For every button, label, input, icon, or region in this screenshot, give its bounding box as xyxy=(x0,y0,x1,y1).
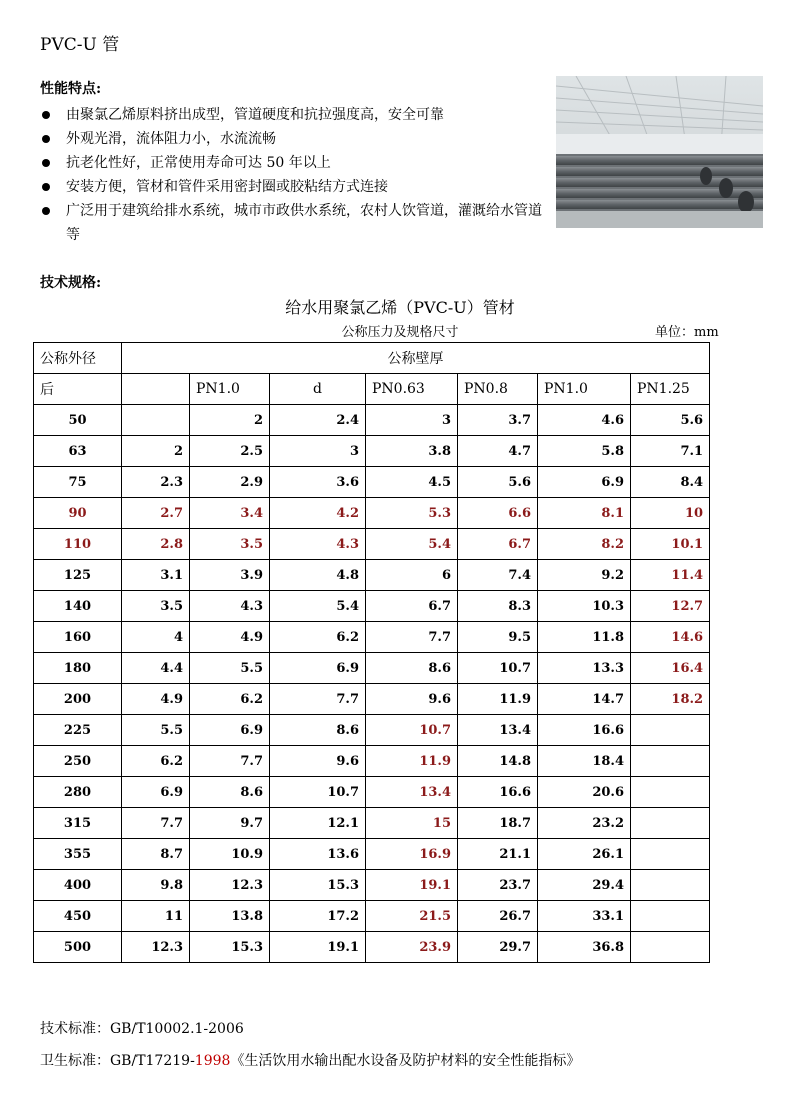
wall-thickness-cell: 4.2 xyxy=(270,498,366,529)
wall-thickness-cell: 19.1 xyxy=(366,870,458,901)
wall-thickness-cell: 6.6 xyxy=(458,498,538,529)
unit-label: 单位：mm xyxy=(655,325,719,340)
outer-diameter-cell: 125 xyxy=(34,560,122,591)
wall-thickness-cell: 26.7 xyxy=(458,901,538,932)
table-row xyxy=(34,870,710,901)
wall-thickness-cell: 11.9 xyxy=(458,684,538,715)
outer-diameter-cell: 200 xyxy=(34,684,122,715)
specs-heading: 技术规格: xyxy=(40,275,102,291)
feature-item xyxy=(40,127,545,151)
table-subtitle: 公称压力及规格尺寸 xyxy=(341,325,459,340)
header-cell: PN1.0 xyxy=(190,374,270,405)
outer-diameter-cell: 225 xyxy=(34,715,122,746)
header-cell: PN0.63 xyxy=(366,374,458,405)
wall-thickness-cell: 6.9 xyxy=(538,467,631,498)
wall-thickness-cell: 19.1 xyxy=(270,932,366,963)
table-row xyxy=(34,436,710,467)
wall-thickness-cell: 2.3 xyxy=(122,467,190,498)
tech-standard-value: GB/T10002.1-2006 xyxy=(110,1021,244,1037)
page-title: PVC-U 管 xyxy=(40,35,120,55)
outer-diameter-cell: 315 xyxy=(34,808,122,839)
outer-diameter-cell: 63 xyxy=(34,436,122,467)
wall-thickness-cell: 3.7 xyxy=(458,405,538,436)
wall-thickness-cell: 16.9 xyxy=(366,839,458,870)
wall-thickness-cell: 23.7 xyxy=(458,870,538,901)
wall-thickness-cell: 12.3 xyxy=(190,870,270,901)
feature-text: 由聚氯乙烯原料挤出成型，管道硬度和抗拉强度高，安全可靠 xyxy=(66,107,444,123)
header-cell: 公称壁厚 xyxy=(122,343,710,374)
wall-thickness-cell: 3.9 xyxy=(190,560,270,591)
wall-thickness-cell: 2.9 xyxy=(190,467,270,498)
wall-thickness-cell: 11.8 xyxy=(538,622,631,653)
wall-thickness-cell: 4.3 xyxy=(190,591,270,622)
wall-thickness-cell: 3.5 xyxy=(122,591,190,622)
health-standard-year: 1998 xyxy=(194,1053,231,1069)
wall-thickness-cell: 9.6 xyxy=(270,746,366,777)
wall-thickness-cell: 12.7 xyxy=(631,591,710,622)
wall-thickness-cell: 10.7 xyxy=(458,653,538,684)
health-standard-label: 卫生标准： xyxy=(40,1053,110,1069)
outer-diameter-cell: 110 xyxy=(34,529,122,560)
feature-text: 外观光滑，流体阻力小，水流流畅 xyxy=(66,131,276,147)
wall-thickness-cell: 2.7 xyxy=(122,498,190,529)
wall-thickness-cell: 14.8 xyxy=(458,746,538,777)
wall-thickness-cell xyxy=(631,746,710,777)
wall-thickness-cell: 5.5 xyxy=(122,715,190,746)
wall-thickness-cell: 10.9 xyxy=(190,839,270,870)
header-cell: PN0.8 xyxy=(458,374,538,405)
wall-thickness-cell xyxy=(631,715,710,746)
wall-thickness-cell: 7.4 xyxy=(458,560,538,591)
wall-thickness-cell: 10.7 xyxy=(270,777,366,808)
wall-thickness-cell: 6 xyxy=(366,560,458,591)
health-standard-code: GB/T17219- xyxy=(110,1053,195,1069)
outer-diameter-cell: 250 xyxy=(34,746,122,777)
header-cell xyxy=(122,374,190,405)
wall-thickness-cell: 4.7 xyxy=(458,436,538,467)
wall-thickness-cell: 2 xyxy=(190,405,270,436)
wall-thickness-cell: 5.4 xyxy=(270,591,366,622)
wall-thickness-cell: 3.4 xyxy=(190,498,270,529)
feature-item xyxy=(40,103,545,127)
wall-thickness-cell: 20.6 xyxy=(538,777,631,808)
table-row xyxy=(34,684,710,715)
wall-thickness-cell: 4 xyxy=(122,622,190,653)
table-row xyxy=(34,622,710,653)
features-list xyxy=(40,103,545,247)
wall-thickness-cell: 3.6 xyxy=(270,467,366,498)
table-row xyxy=(34,932,710,963)
wall-thickness-cell: 8.6 xyxy=(366,653,458,684)
wall-thickness-cell: 4.6 xyxy=(538,405,631,436)
pipe-warehouse-photo xyxy=(556,76,763,228)
wall-thickness-cell: 10.1 xyxy=(631,529,710,560)
table-row xyxy=(34,839,710,870)
wall-thickness-cell: 36.8 xyxy=(538,932,631,963)
outer-diameter-cell: 90 xyxy=(34,498,122,529)
table-row xyxy=(34,653,710,684)
table-row xyxy=(34,715,710,746)
wall-thickness-cell: 8.1 xyxy=(538,498,631,529)
outer-diameter-cell: 355 xyxy=(34,839,122,870)
header-cell: PN1.0 xyxy=(538,374,631,405)
wall-thickness-cell: 2.5 xyxy=(190,436,270,467)
wall-thickness-cell: 3.8 xyxy=(366,436,458,467)
wall-thickness-cell xyxy=(122,405,190,436)
wall-thickness-cell: 14.6 xyxy=(631,622,710,653)
table-row xyxy=(34,777,710,808)
wall-thickness-cell: 7.7 xyxy=(366,622,458,653)
wall-thickness-cell: 16.6 xyxy=(538,715,631,746)
wall-thickness-cell: 6.9 xyxy=(270,653,366,684)
wall-thickness-cell: 10.7 xyxy=(366,715,458,746)
wall-thickness-cell: 10.3 xyxy=(538,591,631,622)
wall-thickness-cell xyxy=(631,808,710,839)
table-row xyxy=(34,498,710,529)
wall-thickness-cell: 4.4 xyxy=(122,653,190,684)
wall-thickness-cell: 3.1 xyxy=(122,560,190,591)
outer-diameter-cell: 280 xyxy=(34,777,122,808)
wall-thickness-cell: 29.7 xyxy=(458,932,538,963)
outer-diameter-cell: 400 xyxy=(34,870,122,901)
wall-thickness-cell: 21.1 xyxy=(458,839,538,870)
wall-thickness-cell: 3 xyxy=(270,436,366,467)
wall-thickness-cell: 8.6 xyxy=(190,777,270,808)
bullet-icon xyxy=(42,183,50,191)
outer-diameter-cell: 75 xyxy=(34,467,122,498)
table-row xyxy=(34,560,710,591)
wall-thickness-cell: 9.2 xyxy=(538,560,631,591)
wall-thickness-cell: 11.4 xyxy=(631,560,710,591)
wall-thickness-cell: 26.1 xyxy=(538,839,631,870)
spec-table xyxy=(33,342,710,963)
header-cell: d xyxy=(270,374,366,405)
wall-thickness-cell: 6.9 xyxy=(122,777,190,808)
wall-thickness-cell: 12.1 xyxy=(270,808,366,839)
wall-thickness-cell: 8.7 xyxy=(122,839,190,870)
wall-thickness-cell: 6.2 xyxy=(270,622,366,653)
wall-thickness-cell: 9.7 xyxy=(190,808,270,839)
wall-thickness-cell: 7.7 xyxy=(270,684,366,715)
bullet-icon xyxy=(42,207,50,215)
wall-thickness-cell: 11 xyxy=(122,901,190,932)
wall-thickness-cell: 23.2 xyxy=(538,808,631,839)
wall-thickness-cell: 2.8 xyxy=(122,529,190,560)
wall-thickness-cell xyxy=(631,870,710,901)
outer-diameter-cell: 50 xyxy=(34,405,122,436)
wall-thickness-cell xyxy=(631,901,710,932)
wall-thickness-cell: 4.9 xyxy=(122,684,190,715)
wall-thickness-cell: 16.6 xyxy=(458,777,538,808)
table-row xyxy=(34,405,710,436)
wall-thickness-cell: 8.4 xyxy=(631,467,710,498)
outer-diameter-cell: 180 xyxy=(34,653,122,684)
wall-thickness-cell: 13.4 xyxy=(366,777,458,808)
wall-thickness-cell: 11.9 xyxy=(366,746,458,777)
wall-thickness-cell: 9.8 xyxy=(122,870,190,901)
wall-thickness-cell xyxy=(631,932,710,963)
feature-item xyxy=(40,199,545,247)
wall-thickness-cell: 8.3 xyxy=(458,591,538,622)
table-title: 给水用聚氯乙烯（PVC-U）管材 xyxy=(285,298,515,317)
feature-text: 广泛用于建筑给排水系统，城市市政供水系统，农村人饮管道，灌溉给水管道等 xyxy=(66,203,542,243)
health-standard-title: 《生活饮用水输出配水设备及防护材料的安全性能指标》 xyxy=(230,1053,581,1069)
wall-thickness-cell: 4.5 xyxy=(366,467,458,498)
wall-thickness-cell xyxy=(631,839,710,870)
wall-thickness-cell: 3.5 xyxy=(190,529,270,560)
wall-thickness-cell: 6.2 xyxy=(190,684,270,715)
wall-thickness-cell: 21.5 xyxy=(366,901,458,932)
table-header-row xyxy=(34,374,710,405)
table-row xyxy=(34,808,710,839)
wall-thickness-cell: 10 xyxy=(631,498,710,529)
wall-thickness-cell: 17.2 xyxy=(270,901,366,932)
wall-thickness-cell: 18.2 xyxy=(631,684,710,715)
wall-thickness-cell: 4.9 xyxy=(190,622,270,653)
bullet-icon xyxy=(42,111,50,119)
wall-thickness-cell: 18.4 xyxy=(538,746,631,777)
feature-item xyxy=(40,151,545,175)
table-row xyxy=(34,591,710,622)
wall-thickness-cell: 15 xyxy=(366,808,458,839)
wall-thickness-cell: 29.4 xyxy=(538,870,631,901)
wall-thickness-cell: 33.1 xyxy=(538,901,631,932)
bullet-icon xyxy=(42,159,50,167)
wall-thickness-cell: 6.7 xyxy=(366,591,458,622)
wall-thickness-cell: 6.7 xyxy=(458,529,538,560)
header-cell: 后 xyxy=(34,374,122,405)
wall-thickness-cell: 7.7 xyxy=(122,808,190,839)
table-row xyxy=(34,901,710,932)
wall-thickness-cell: 7.7 xyxy=(190,746,270,777)
outer-diameter-cell: 160 xyxy=(34,622,122,653)
wall-thickness-cell: 2 xyxy=(122,436,190,467)
wall-thickness-cell: 16.4 xyxy=(631,653,710,684)
wall-thickness-cell: 8.2 xyxy=(538,529,631,560)
outer-diameter-cell: 140 xyxy=(34,591,122,622)
wall-thickness-cell: 12.3 xyxy=(122,932,190,963)
outer-diameter-cell: 500 xyxy=(34,932,122,963)
wall-thickness-cell: 18.7 xyxy=(458,808,538,839)
wall-thickness-cell: 13.6 xyxy=(270,839,366,870)
wall-thickness-cell: 13.8 xyxy=(190,901,270,932)
wall-thickness-cell: 4.8 xyxy=(270,560,366,591)
outer-diameter-cell: 450 xyxy=(34,901,122,932)
bullet-icon xyxy=(42,135,50,143)
feature-item xyxy=(40,175,545,199)
wall-thickness-cell: 4.3 xyxy=(270,529,366,560)
wall-thickness-cell: 5.6 xyxy=(458,467,538,498)
wall-thickness-cell: 5.6 xyxy=(631,405,710,436)
wall-thickness-cell: 9.5 xyxy=(458,622,538,653)
wall-thickness-cell: 6.2 xyxy=(122,746,190,777)
header-cell: PN1.25 xyxy=(631,374,710,405)
wall-thickness-cell: 2.4 xyxy=(270,405,366,436)
header-cell: 公称外径 xyxy=(34,343,122,374)
wall-thickness-cell: 15.3 xyxy=(270,870,366,901)
feature-text: 安装方便，管材和管件采用密封圈或胶粘结方式连接 xyxy=(66,179,388,195)
table-header-row xyxy=(34,343,710,374)
features-heading: 性能特点: xyxy=(40,81,102,97)
tech-standard-label: 技术标准： xyxy=(40,1021,110,1037)
wall-thickness-cell: 13.4 xyxy=(458,715,538,746)
table-row xyxy=(34,746,710,777)
table-row xyxy=(34,467,710,498)
wall-thickness-cell: 5.8 xyxy=(538,436,631,467)
wall-thickness-cell: 5.3 xyxy=(366,498,458,529)
wall-thickness-cell: 7.1 xyxy=(631,436,710,467)
wall-thickness-cell: 3 xyxy=(366,405,458,436)
table-row xyxy=(34,529,710,560)
health-standard xyxy=(40,1050,580,1070)
wall-thickness-cell: 13.3 xyxy=(538,653,631,684)
wall-thickness-cell xyxy=(631,777,710,808)
wall-thickness-cell: 15.3 xyxy=(190,932,270,963)
wall-thickness-cell: 23.9 xyxy=(366,932,458,963)
wall-thickness-cell: 14.7 xyxy=(538,684,631,715)
tech-standard xyxy=(40,1018,244,1038)
wall-thickness-cell: 9.6 xyxy=(366,684,458,715)
feature-text: 抗老化性好，正常使用寿命可达 50 年以上 xyxy=(66,155,331,171)
wall-thickness-cell: 8.6 xyxy=(270,715,366,746)
wall-thickness-cell: 5.5 xyxy=(190,653,270,684)
wall-thickness-cell: 6.9 xyxy=(190,715,270,746)
wall-thickness-cell: 5.4 xyxy=(366,529,458,560)
